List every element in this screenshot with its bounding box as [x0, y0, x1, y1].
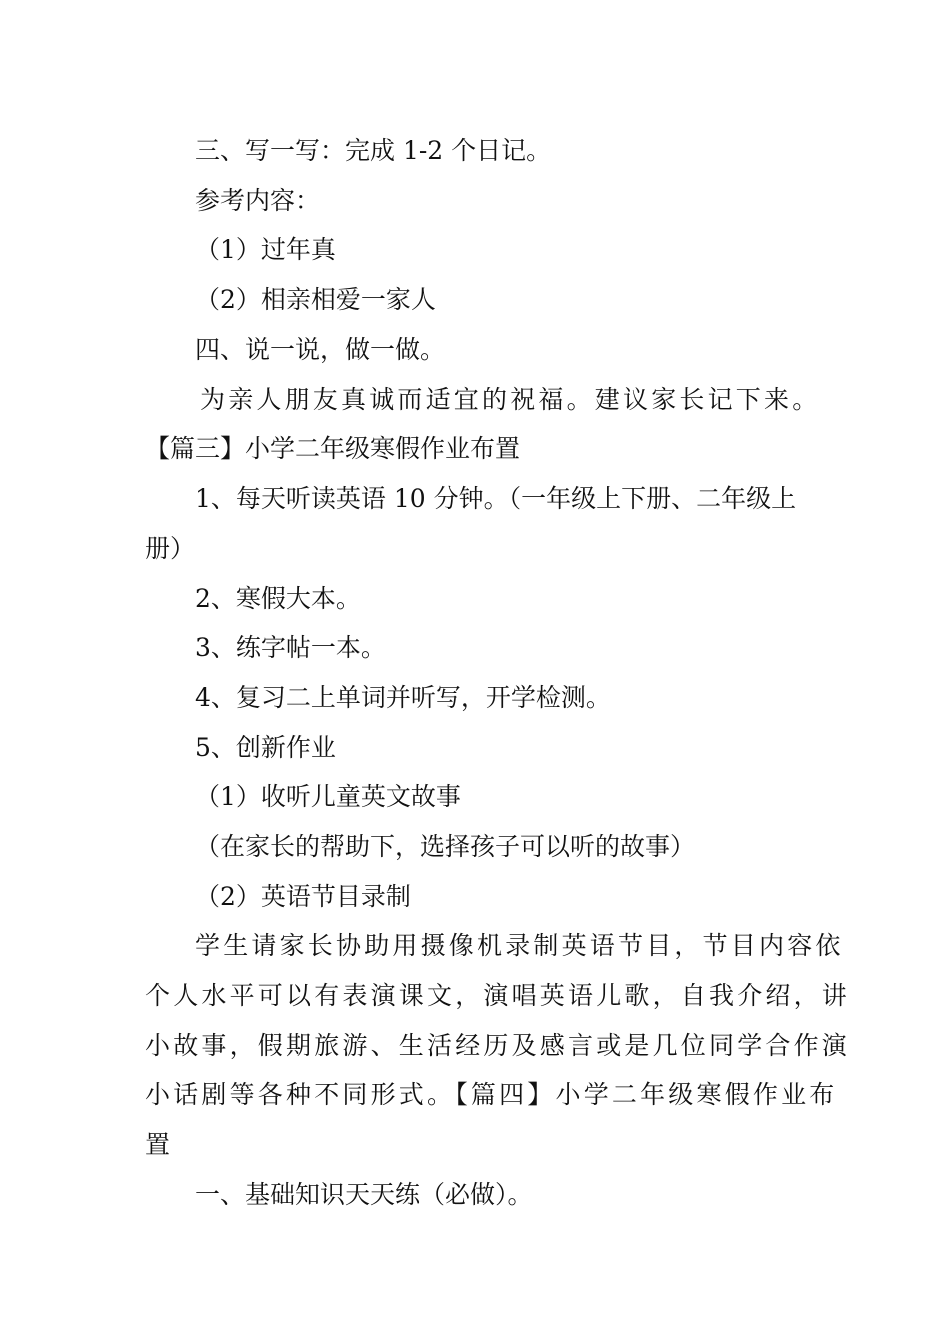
text-line: 小话剧等各种不同形式。【篇四】小学二年级寒假作业布: [145, 1080, 838, 1109]
text-line: 小故事，假期旅游、生活经历及感言或是几位同学合作演: [145, 1031, 851, 1060]
text-line: 四、说一说，做一做。: [195, 335, 446, 364]
text-line: （2）相亲相爱一家人: [195, 285, 436, 314]
text-line: 为亲人朋友真诚而适宜的祝福。建议家长记下来。: [200, 385, 821, 414]
text-line: 2、寒假大本。: [195, 584, 361, 613]
text-line: 5、创新作业: [195, 733, 336, 762]
section-heading: 【篇三】小学二年级寒假作业布置: [145, 434, 521, 463]
text-line: 三、写一写：完成 1-2 个日记。: [195, 136, 552, 165]
text-line: 学生请家长协助用摄像机录制英语节目，节目内容依: [195, 931, 844, 960]
text-line: 3、练字帖一本。: [195, 633, 386, 662]
text-line: 置: [145, 1130, 171, 1159]
text-line: 1、每天听读英语 10 分钟。（一年级上下册、二年级上: [195, 484, 797, 513]
text-line: （1）过年真: [195, 235, 336, 264]
text-line: （在家长的帮助下，选择孩子可以听的故事）: [195, 832, 696, 861]
text-line: 个人水平可以有表演课文，演唱英语儿歌，自我介绍，讲: [145, 981, 851, 1010]
text-line: （2）英语节目录制: [195, 882, 411, 911]
text-line: 一、基础知识天天练（必做）。: [195, 1180, 533, 1209]
text-line: （1）收听儿童英文故事: [195, 782, 461, 811]
text-line: 册）: [145, 534, 196, 563]
text-line: 4、复习二上单词并听写，开学检测。: [195, 683, 611, 712]
text-line: 参考内容：: [195, 186, 321, 215]
